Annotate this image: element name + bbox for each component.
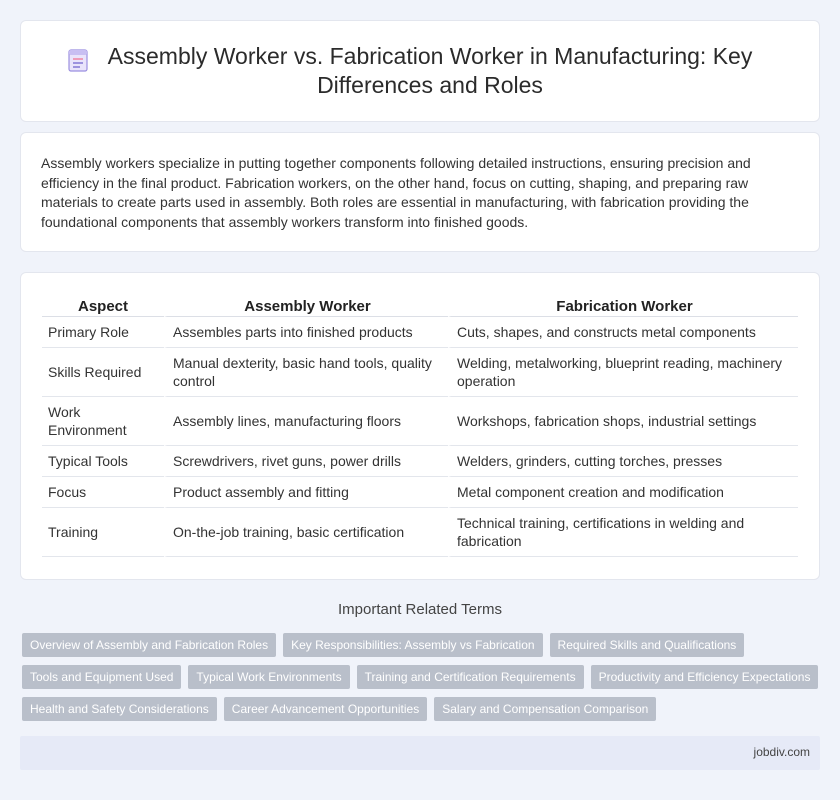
table-cell: Focus [42,477,164,508]
table-cell: Welding, metalworking, blueprint reading, machinery operation [448,348,798,397]
related-term-tag[interactable]: Health and Safety Considerations [22,697,217,721]
table-row [42,477,798,508]
table-header-row [42,295,798,317]
intro-paragraph: Assembly workers specialize in putting together components following detailed instructions, ensuring precision and efficiency in the final product. Fabrication workers, on the other hand, focus on cutting, shaping, and preparing raw materials to create parts used in assembly. Both roles are essential in manufacturing, with fabrication providing the foundational components that assembly workers transform into finished goods. [41,155,751,230]
related-term-tag[interactable]: Overview of Assembly and Fabrication Roles [22,633,276,657]
page-title: Assembly Worker vs. Fabrication Worker in Manufacturing: Key Differences and Roles [107,43,753,98]
table-cell: Primary Role [42,317,164,348]
table-cell: Metal component creation and modification [448,477,798,508]
table-cell: Skills Required [42,348,164,397]
table-cell: Assembly lines, manufacturing floors [164,397,448,446]
related-term-tag[interactable]: Training and Certification Requirements [357,665,584,689]
table-cell: Typical Tools [42,446,164,477]
related-terms-list [22,633,822,721]
related-term-tag[interactable]: Salary and Compensation Comparison [434,697,656,721]
table-cell: Manual dexterity, basic hand tools, quality control [164,348,448,397]
comparison-table [42,295,798,557]
header-assembly-worker: Assembly Worker [164,295,448,317]
table-cell: Welders, grinders, cutting torches, presses [448,446,798,477]
table-row [42,446,798,477]
table-cell: Screwdrivers, rivet guns, power drills [164,446,448,477]
table-cell: Training [42,508,164,557]
site-link[interactable]: jobdiv.com [753,745,810,759]
table-cell: On-the-job training, basic certification [164,508,448,557]
related-term-tag[interactable]: Productivity and Efficiency Expectations [591,665,819,689]
table-cell: Product assembly and fitting [164,477,448,508]
table-cell: Work Environment [42,397,164,446]
related-term-tag[interactable]: Tools and Equipment Used [22,665,181,689]
related-term-tag[interactable]: Key Responsibilities: Assembly vs Fabrication [283,633,542,657]
comparison-card [20,272,820,580]
table-cell: Cuts, shapes, and constructs metal components [448,317,798,348]
related-term-tag[interactable]: Career Advancement Opportunities [224,697,427,721]
table-cell: Assembles parts into finished products [164,317,448,348]
table-row [42,317,798,348]
table-row [42,397,798,446]
header-aspect: Aspect [42,295,164,317]
intro-card [20,132,820,252]
header-card [20,20,820,122]
table-row [42,348,798,397]
table-cell: Technical training, certifications in welding and fabrication [448,508,798,557]
table-row [42,508,798,557]
related-terms-heading: Important Related Terms [338,601,502,618]
related-term-tag[interactable]: Required Skills and Qualifications [550,633,745,657]
footer-bar [20,736,820,770]
related-term-tag[interactable]: Typical Work Environments [188,665,349,689]
header-fabrication-worker: Fabrication Worker [448,295,798,317]
table-cell: Workshops, fabrication shops, industrial settings [448,397,798,446]
